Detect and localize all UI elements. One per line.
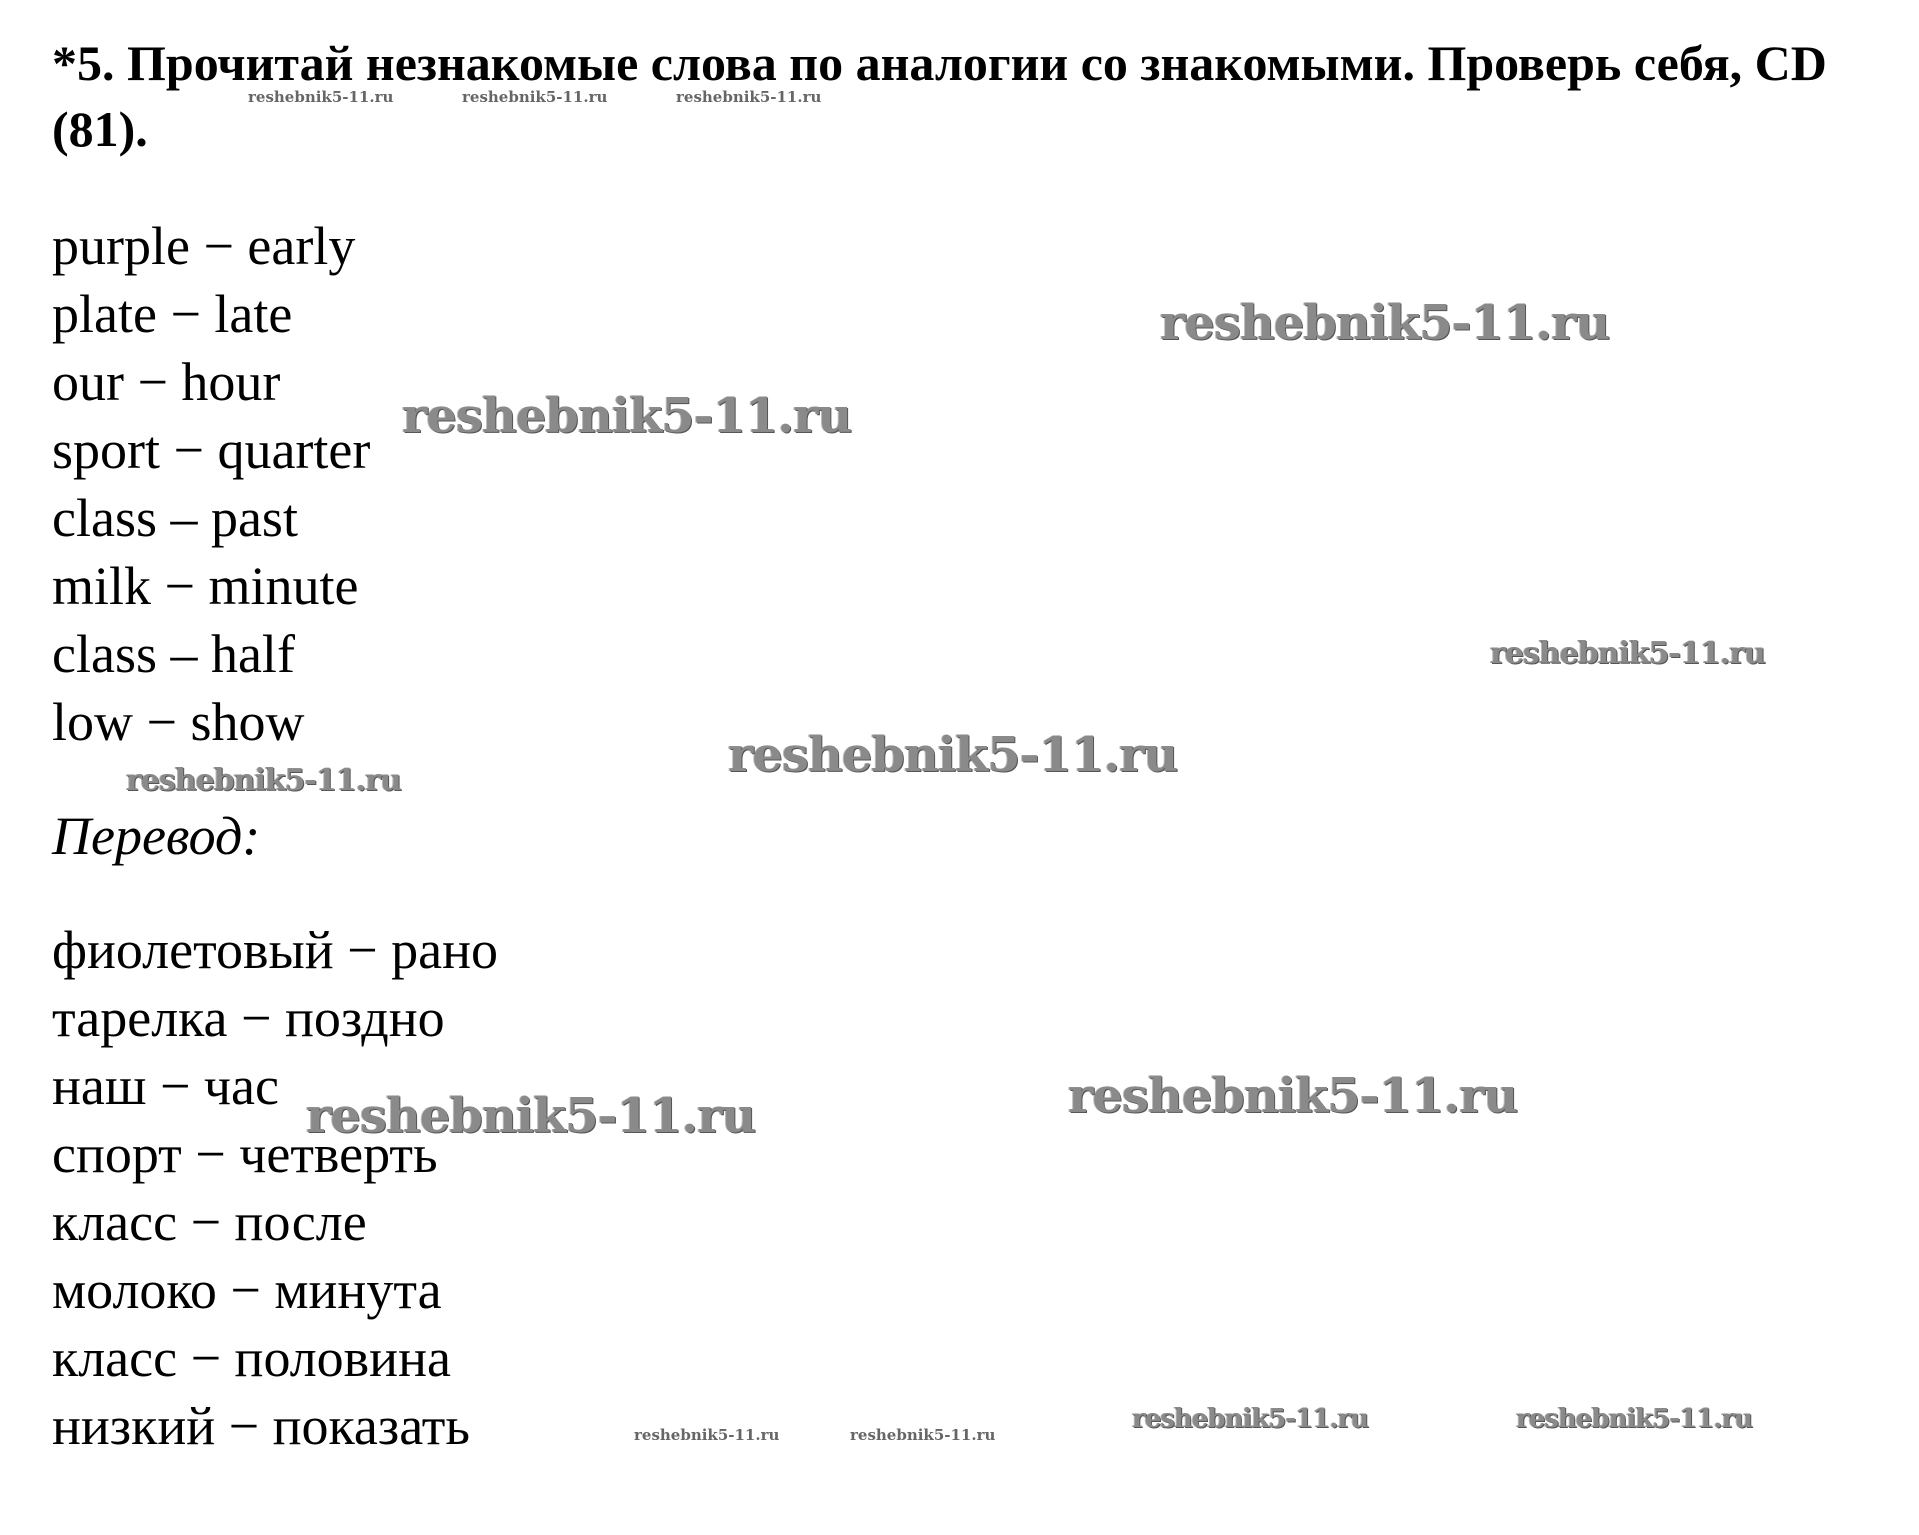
english-pair: class – past [52, 488, 298, 548]
english-pair: plate − late [52, 284, 293, 344]
russian-word-list [52, 916, 498, 1460]
english-pair: sport − quarter [52, 420, 371, 480]
russian-pair: фиолетовый − рано [52, 920, 498, 980]
watermark: reshebnik5-11.ru [126, 763, 401, 798]
russian-pair: тарелка − поздно [52, 988, 445, 1048]
watermark: reshebnik5-11.ru [634, 1426, 780, 1444]
watermark: reshebnik5-11.ru [850, 1426, 996, 1444]
russian-pair: класс − половина [52, 1328, 451, 1388]
watermark: reshebnik5-11.ru [676, 88, 822, 106]
watermark: reshebnik5-11.ru [1068, 1068, 1518, 1124]
russian-pair: молоко − минута [52, 1260, 442, 1320]
watermark: reshebnik5-11.ru [1516, 1404, 1753, 1434]
watermark: reshebnik5-11.ru [402, 388, 852, 444]
watermark: reshebnik5-11.ru [462, 88, 608, 106]
watermark: reshebnik5-11.ru [1132, 1404, 1369, 1434]
russian-pair: спорт − четверть [52, 1124, 438, 1184]
translation-label: Перевод: [52, 806, 261, 866]
english-pair: low − show [52, 692, 305, 752]
english-word-list [52, 212, 370, 756]
watermark: reshebnik5-11.ru [1490, 636, 1765, 671]
watermark: reshebnik5-11.ru [728, 727, 1178, 783]
russian-pair: низкий − показать [52, 1396, 471, 1456]
russian-pair: наш − час [52, 1056, 279, 1116]
watermark: reshebnik5-11.ru [248, 88, 394, 106]
english-pair: purple − early [52, 216, 356, 276]
russian-pair: класс − после [52, 1192, 367, 1252]
watermark: reshebnik5-11.ru [306, 1088, 756, 1144]
task-title: *5. Прочитай незнакомые слова по аналогии со знакомыми. Проверь себя, CD (81). [52, 35, 1827, 157]
watermark: reshebnik5-11.ru [1160, 295, 1610, 351]
english-pair: milk − minute [52, 556, 359, 616]
english-pair: our − hour [52, 352, 281, 412]
english-pair: class – half [52, 624, 295, 684]
